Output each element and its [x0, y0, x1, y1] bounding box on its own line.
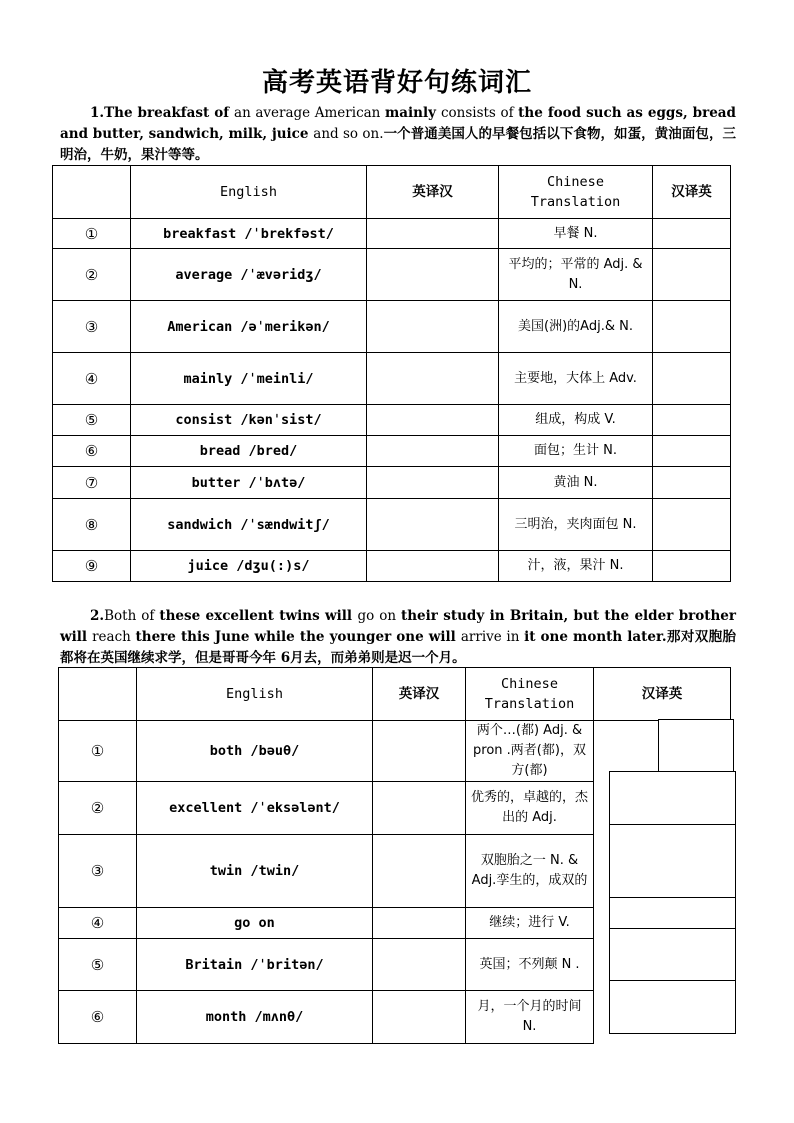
cn-to-en-blank[interactable]: [653, 353, 731, 405]
cn-to-en-blank[interactable]: [653, 301, 731, 353]
cn-to-en-blank[interactable]: [653, 405, 731, 436]
sentence-1-part: consists of: [440, 105, 519, 121]
row-number: ⑨: [53, 551, 131, 582]
table-row: [53, 405, 731, 436]
en-to-cn-blank[interactable]: [367, 353, 499, 405]
row-number: ⑦: [53, 467, 131, 499]
table-row: [53, 249, 731, 301]
row-number: ①: [53, 219, 131, 249]
en-to-cn-blank[interactable]: [373, 939, 466, 991]
en-to-cn-blank[interactable]: [367, 219, 499, 249]
cn-to-en-blank[interactable]: [609, 980, 736, 1034]
page-title: 高考英语背好句练词汇: [261, 68, 532, 98]
chinese-translation: 美国(洲)的Adj.& N.: [499, 301, 653, 353]
header-cn-to-en: 汉译英: [594, 668, 731, 721]
en-to-cn-blank[interactable]: [367, 405, 499, 436]
sentence-2-part: 2.: [90, 608, 105, 624]
sentence-2-part: Both of: [104, 608, 160, 624]
table-row: [53, 499, 731, 551]
row-number: ⑤: [59, 939, 137, 991]
table-row: [53, 353, 731, 405]
cn-to-en-blank[interactable]: [653, 436, 731, 467]
sentence-2: [60, 606, 736, 669]
row-number: ③: [53, 301, 131, 353]
en-to-cn-blank[interactable]: [367, 467, 499, 499]
row-number: ②: [53, 249, 131, 301]
sentence-2-part: it one month later.: [524, 629, 667, 645]
header-english: English: [131, 166, 367, 219]
header-cn-to-en: 汉译英: [653, 166, 731, 219]
cn-to-en-blank[interactable]: [653, 219, 731, 249]
english-word: American /əˈmerikən/: [131, 301, 367, 353]
english-word: excellent /ˈeksələnt/: [137, 782, 373, 835]
header-english: English: [137, 668, 373, 721]
english-word: go on: [137, 908, 373, 939]
chinese-translation: 月，一个月的时间 N.: [466, 991, 594, 1044]
cn-to-en-blank[interactable]: [658, 719, 734, 772]
row-number: ①: [59, 721, 137, 782]
cn-to-en-blank[interactable]: [609, 897, 736, 929]
header-en-to-cn: 英译汉: [367, 166, 499, 219]
table-row: [53, 301, 731, 353]
chinese-translation: 双胞胎之一 N. & Adj.孪生的，成双的: [466, 835, 594, 908]
table-row: [53, 467, 731, 499]
en-to-cn-blank[interactable]: [367, 499, 499, 551]
table-row: [53, 436, 731, 467]
sentence-1-part: the food such as eggs, bread and butter, sandwich, milk, juice: [60, 105, 736, 142]
en-to-cn-blank[interactable]: [373, 782, 466, 835]
chinese-translation: 两个…(都) Adj. & pron .两者(都)，双方(都): [466, 721, 594, 782]
sentence-2-part: there this June while the younger one will: [135, 629, 461, 645]
sentence-1: [60, 103, 736, 166]
en-to-cn-blank[interactable]: [367, 249, 499, 301]
row-number: ③: [59, 835, 137, 908]
header-number: [59, 668, 137, 721]
en-to-cn-blank[interactable]: [373, 721, 466, 782]
sentence-2-part: go on: [357, 608, 401, 624]
header-number: [53, 166, 131, 219]
english-word: consist /kənˈsist/: [131, 405, 367, 436]
chinese-translation: 早餐 N.: [499, 219, 653, 249]
chinese-translation: 优秀的，卓越的，杰出的 Adj.: [466, 782, 594, 835]
sentence-1-keyword: mainly: [384, 105, 441, 121]
row-number: ⑧: [53, 499, 131, 551]
cn-to-en-blank[interactable]: [653, 499, 731, 551]
sentence-1-part: and so on.: [313, 126, 384, 142]
en-to-cn-blank[interactable]: [373, 835, 466, 908]
en-to-cn-blank[interactable]: [373, 908, 466, 939]
row-number: ②: [59, 782, 137, 835]
chinese-translation: 平均的；平常的 Adj. & N.: [499, 249, 653, 301]
english-word: mainly /ˈmeinli/: [131, 353, 367, 405]
sentence-1-translation: 一个普通美国人的早餐包括以下食物，如蛋，黄油面包，三明治，牛奶，果汁等等。: [60, 126, 737, 163]
english-word: month /mʌnθ/: [137, 991, 373, 1044]
english-word: breakfast /ˈbrekfəst/: [131, 219, 367, 249]
en-to-cn-blank[interactable]: [367, 301, 499, 353]
sentence-2-part: their study in Britain, but the elder brother will: [60, 608, 736, 645]
en-to-cn-blank[interactable]: [367, 436, 499, 467]
sentence-2-part: these excellent twins will: [159, 608, 358, 624]
cn-to-en-blank[interactable]: [609, 928, 736, 981]
vocab-table-1: [52, 165, 731, 582]
row-number: ⑤: [53, 405, 131, 436]
table-row: [53, 551, 731, 582]
table-row: [53, 219, 731, 249]
english-word: both /bəuθ/: [137, 721, 373, 782]
row-number: ④: [59, 908, 137, 939]
cn-to-en-blank[interactable]: [609, 824, 736, 898]
english-word: juice /dʒu(:)s/: [131, 551, 367, 582]
header-chinese-translation: Chinese Translation: [466, 668, 594, 721]
chinese-translation: 汁，液，果汁 N.: [499, 551, 653, 582]
en-to-cn-blank[interactable]: [367, 551, 499, 582]
sentence-1-part: 1.The breakfast of: [90, 105, 235, 121]
row-number: ④: [53, 353, 131, 405]
cn-to-en-blank[interactable]: [653, 467, 731, 499]
chinese-translation: 主要地，大体上 Adv.: [499, 353, 653, 405]
sentence-2-part: reach: [92, 629, 136, 645]
chinese-translation: 继续；进行 V.: [466, 908, 594, 939]
sentence-1-part: an average American: [234, 105, 385, 121]
english-word: Britain /ˈbritən/: [137, 939, 373, 991]
header-en-to-cn: 英译汉: [373, 668, 466, 721]
chinese-translation: 三明治，夹肉面包 N.: [499, 499, 653, 551]
chinese-translation: 面包；生计 N.: [499, 436, 653, 467]
row-number: ⑥: [59, 991, 137, 1044]
chinese-translation: 黄油 N.: [499, 467, 653, 499]
sentence-2-translation: 那对双胞胎都将在英国继续求学，但是哥哥今年 6月去，而弟弟则是迟一个月。: [60, 629, 736, 666]
english-word: average /ˈævəridʒ/: [131, 249, 367, 301]
en-to-cn-blank[interactable]: [373, 991, 466, 1044]
chinese-translation: 英国；不列颠 N .: [466, 939, 594, 991]
english-word: bread /bred/: [131, 436, 367, 467]
row-number: ⑥: [53, 436, 131, 467]
english-word: twin /twin/: [137, 835, 373, 908]
header-chinese-translation: Chinese Translation: [499, 166, 653, 219]
english-word: butter /ˈbʌtə/: [131, 467, 367, 499]
cn-to-en-blank[interactable]: [653, 551, 731, 582]
chinese-translation: 组成，构成 V.: [499, 405, 653, 436]
cn-to-en-blank[interactable]: [609, 771, 736, 825]
english-word: sandwich /ˈsændwitʃ/: [131, 499, 367, 551]
sentence-2-part: arrive in: [460, 629, 525, 645]
cn-to-en-blank[interactable]: [653, 249, 731, 301]
